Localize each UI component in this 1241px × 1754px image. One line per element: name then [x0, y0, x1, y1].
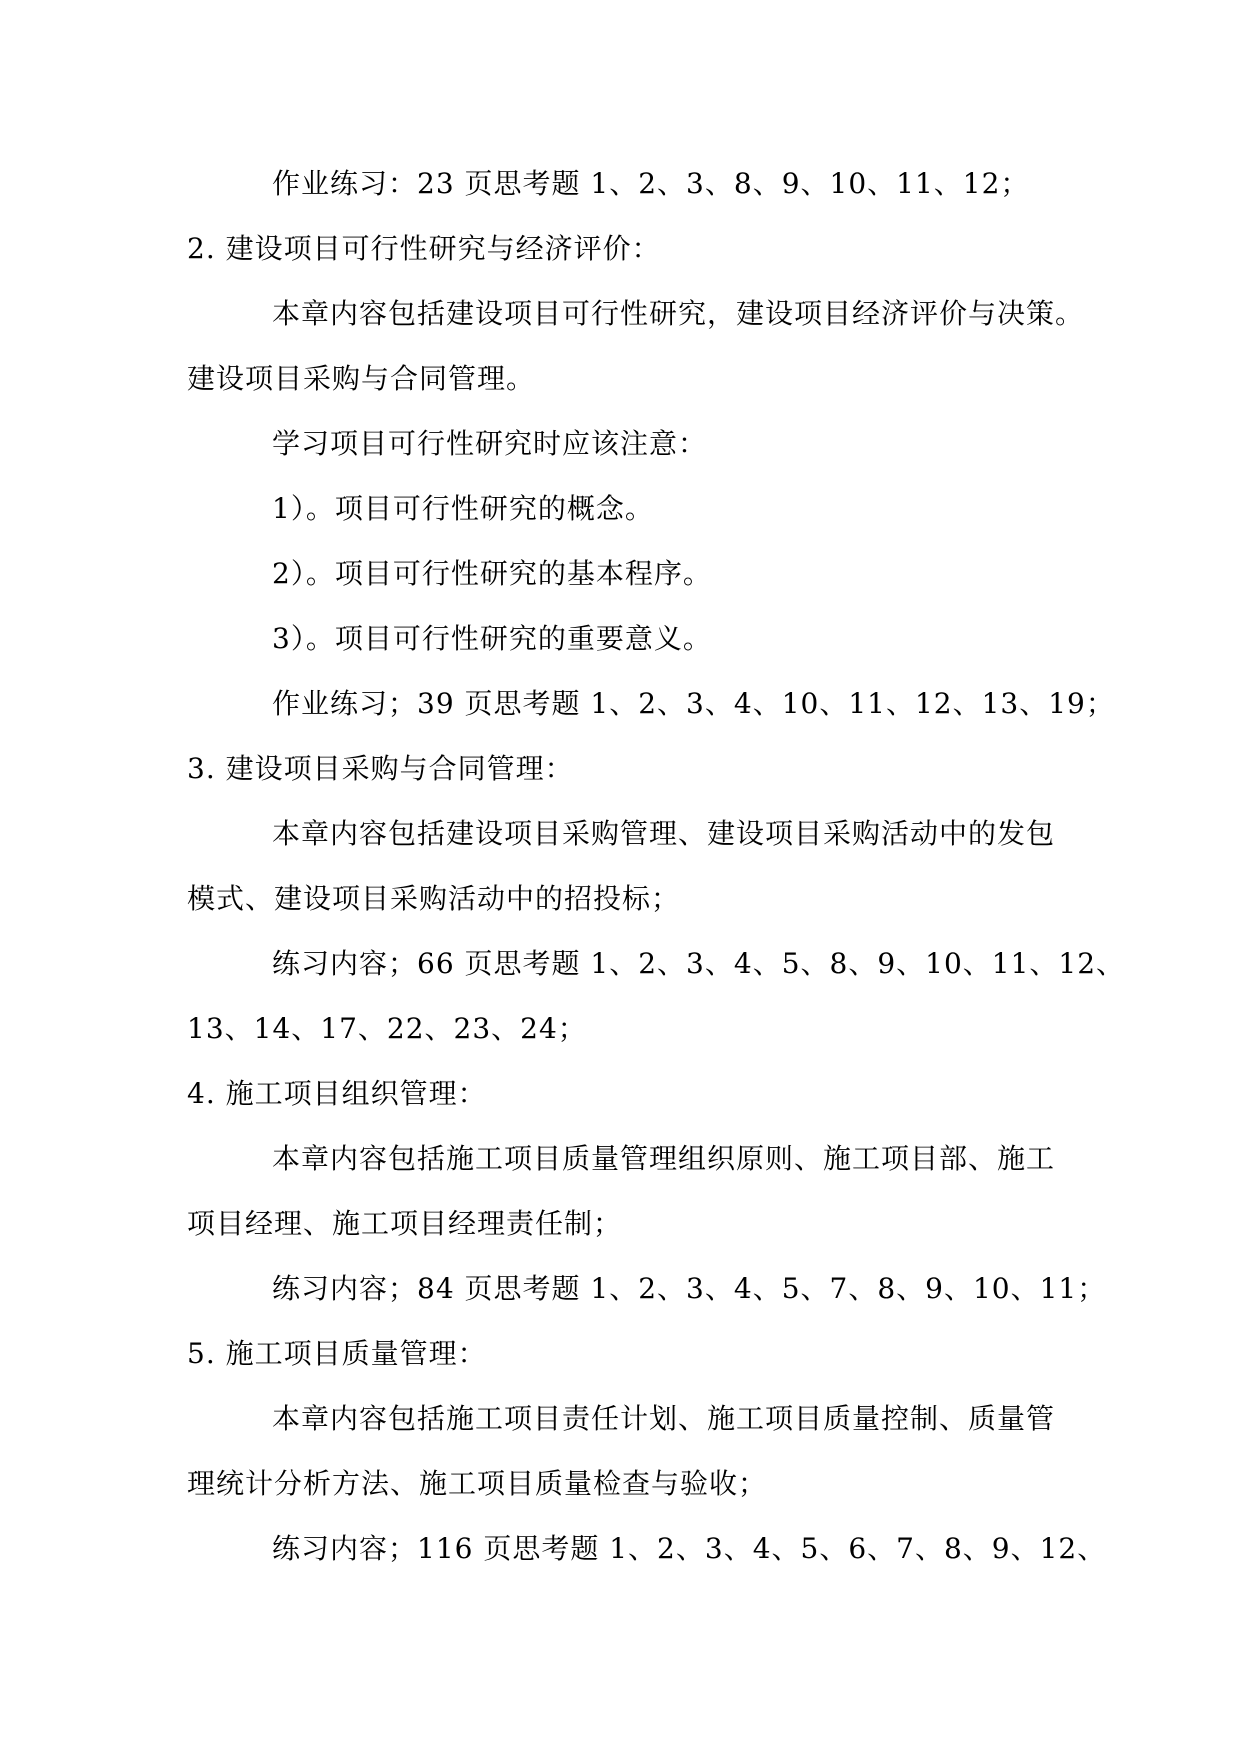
chapter-summary-line: 模式、建设项目采购活动中的招投标； [187, 882, 681, 915]
homework-line-ch4: 练习内容；84 页思考题 1、2、3、4、5、7、8、9、10、11； [272, 1272, 1107, 1305]
chapter-summary-line: 建设项目采购与合同管理。 [187, 362, 536, 395]
homework-line-ch5: 练习内容；116 页思考题 1、2、3、4、5、6、7、8、9、12、 [272, 1532, 1107, 1565]
study-note-item: 3）。项目可行性研究的重要意义。 [272, 622, 712, 655]
section-heading-3: 3. 建设项目采购与合同管理： [187, 752, 574, 785]
section-heading-2: 2. 建设项目可行性研究与经济评价： [187, 232, 661, 265]
homework-line-ch1: 作业练习：23 页思考题 1、2、3、8、9、10、11、12； [272, 167, 1030, 200]
chapter-summary-line: 项目经理、施工项目经理责任制； [187, 1207, 623, 1240]
study-note-item: 1）。项目可行性研究的概念。 [272, 492, 654, 525]
study-note-item: 2）。项目可行性研究的基本程序。 [272, 557, 712, 590]
chapter-summary-line: 本章内容包括施工项目质量管理组织原则、施工项目部、施工 [272, 1142, 1056, 1175]
homework-line-ch2: 作业练习；39 页思考题 1、2、3、4、10、11、12、13、19； [272, 687, 1115, 720]
study-note-intro: 学习项目可行性研究时应该注意： [272, 427, 708, 460]
chapter-summary-line: 本章内容包括施工项目责任计划、施工项目质量控制、质量管 [272, 1402, 1056, 1435]
section-heading-5: 5. 施工项目质量管理： [187, 1337, 487, 1370]
chapter-summary-line: 理统计分析方法、施工项目质量检查与验收； [187, 1467, 768, 1500]
chapter-summary-line: 本章内容包括建设项目可行性研究，建设项目经济评价与决策。 [272, 297, 1085, 330]
chapter-summary-line: 本章内容包括建设项目采购管理、建设项目采购活动中的发包 [272, 817, 1056, 850]
homework-line-ch3: 练习内容；66 页思考题 1、2、3、4、5、8、9、10、11、12、 [272, 947, 1126, 980]
section-heading-4: 4. 施工项目组织管理： [187, 1077, 487, 1110]
homework-line-ch3-cont: 13、14、17、22、23、24； [187, 1012, 587, 1045]
